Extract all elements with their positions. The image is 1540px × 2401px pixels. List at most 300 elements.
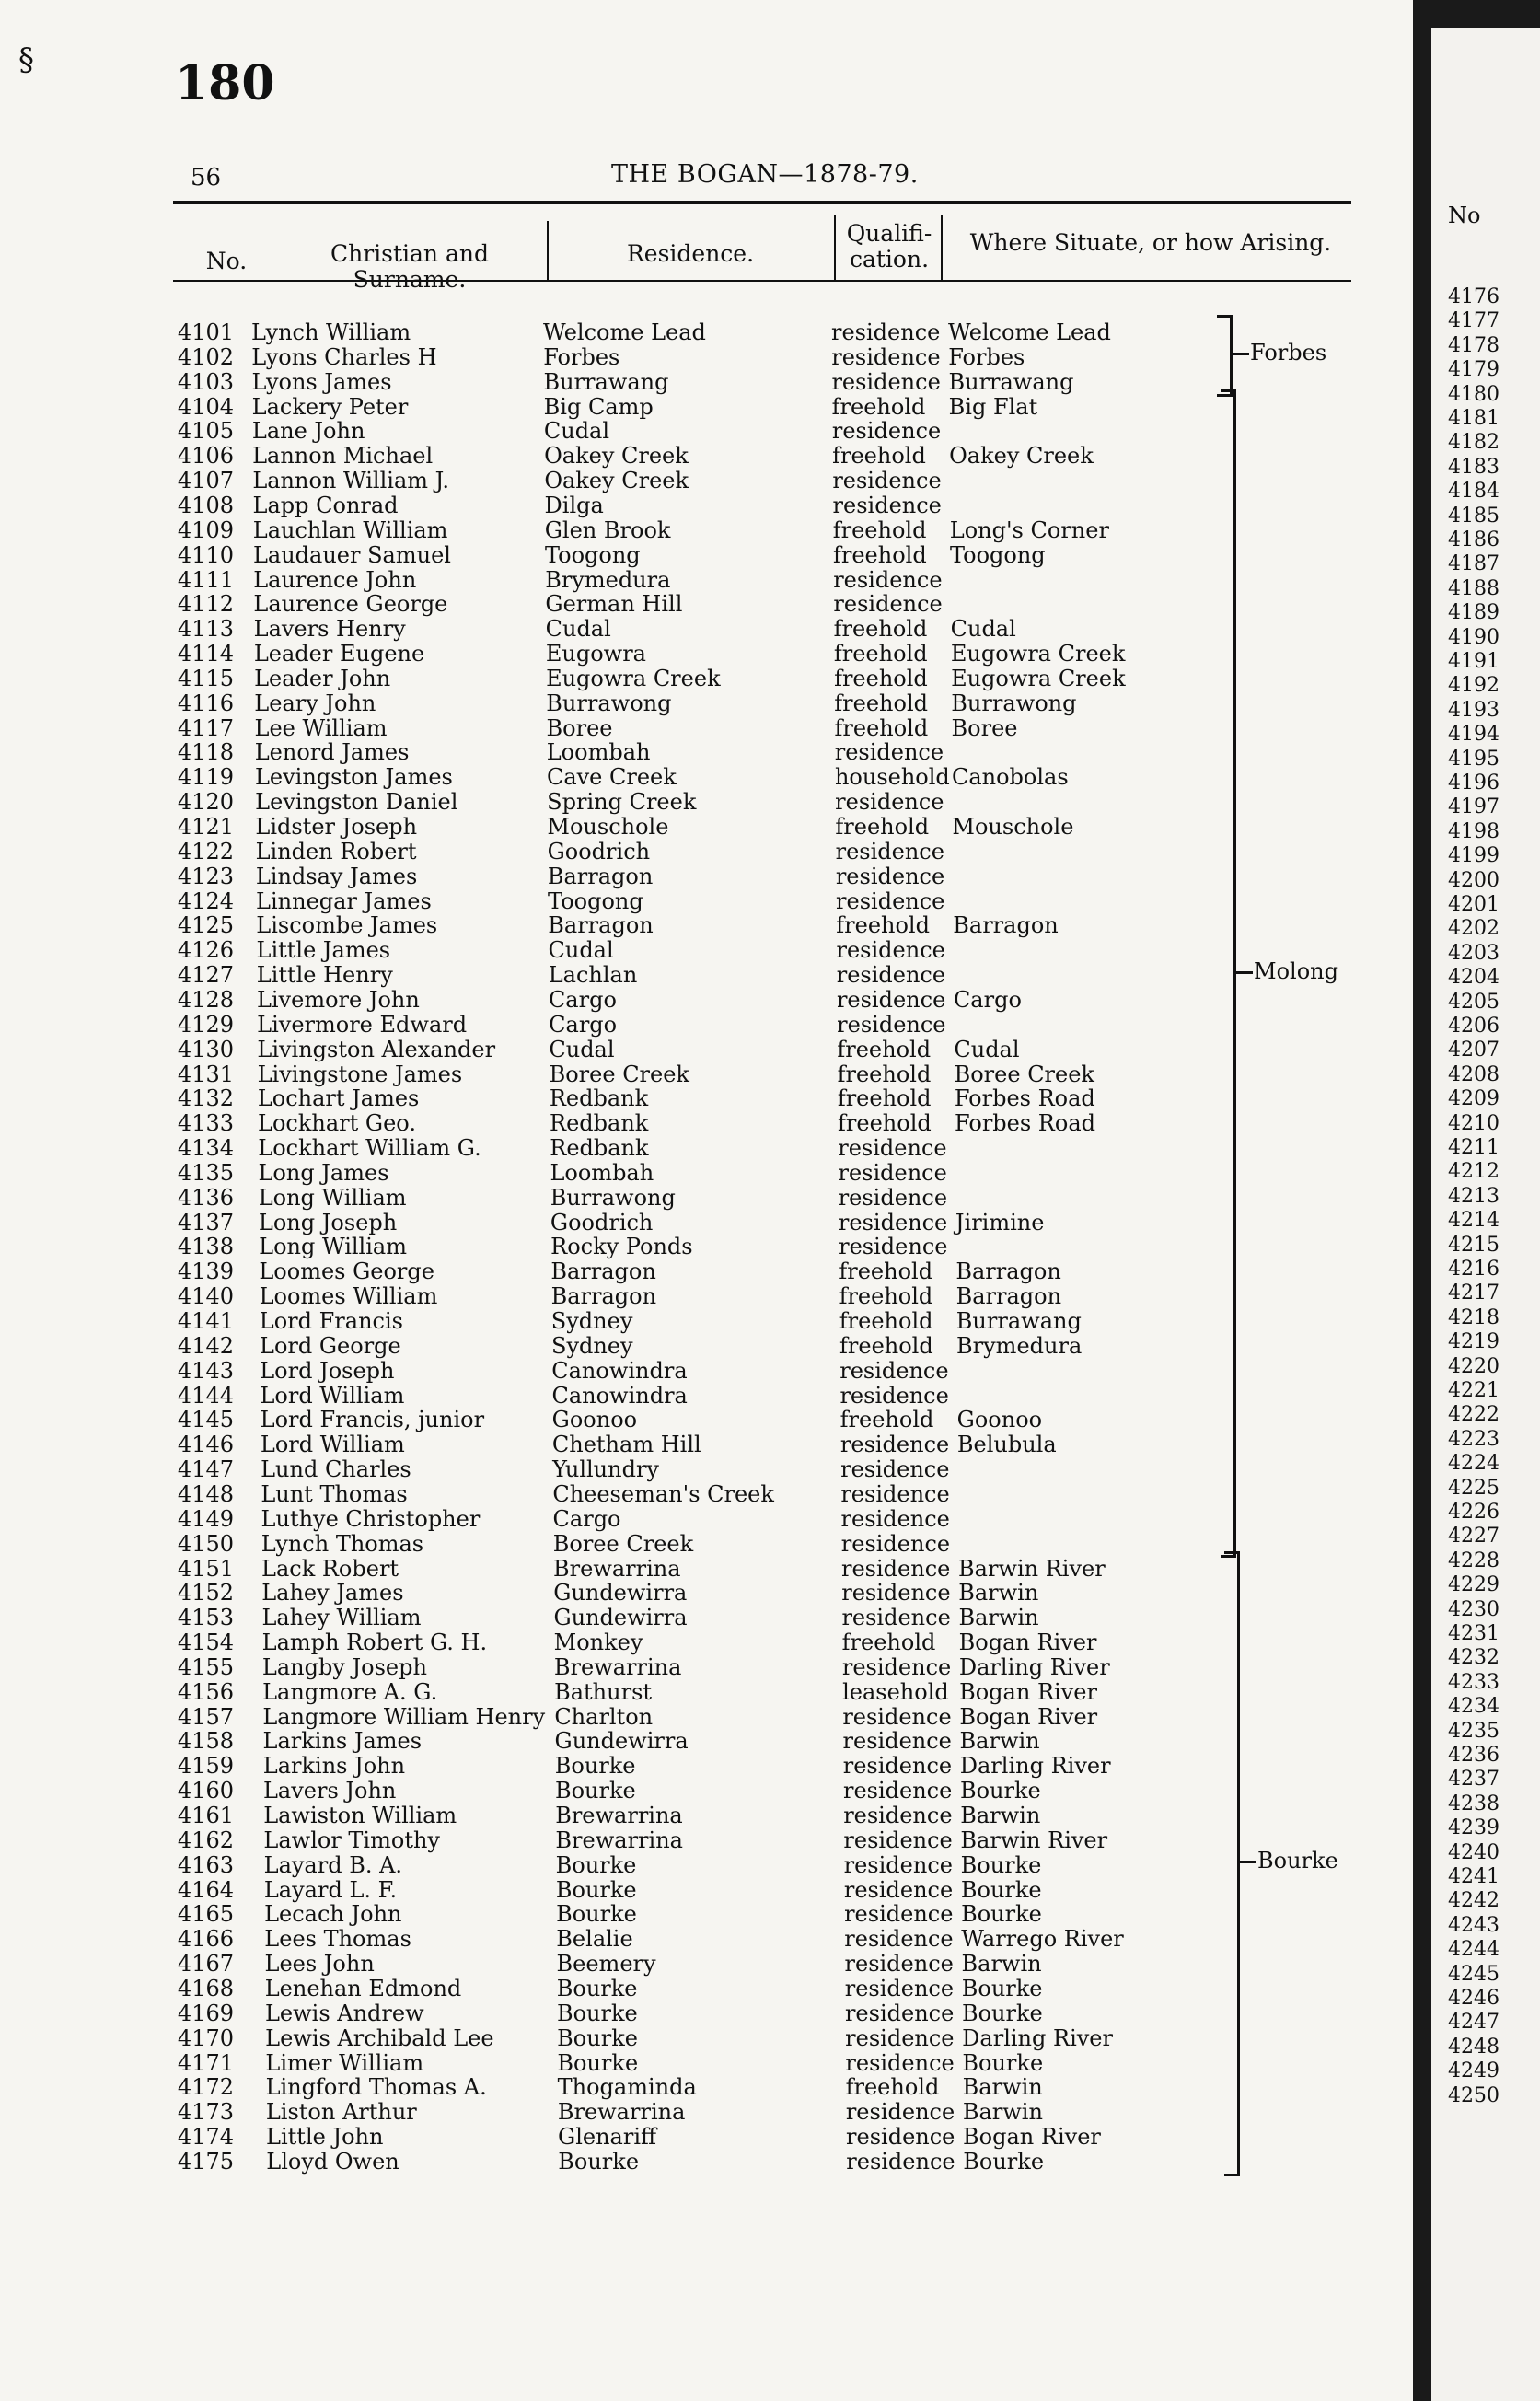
district-bracket-tip [1233,353,1249,355]
entry-qualification: residence [839,1234,948,1260]
entry-where-situate: Boree Creek [954,1061,1094,1087]
entry-where-situate: Mouschole [952,814,1074,840]
entry-number: 4169 [177,2000,234,2026]
adjacent-entry-number: 4195 [1448,747,1499,771]
adjacent-entry-number: 4187 [1448,552,1499,576]
entry-qualification: freehold [834,714,929,741]
entry-name: Lane John [251,418,365,445]
entry-name: Livingstone James [257,1061,463,1087]
entry-number: 4167 [177,1951,234,1978]
entry-name: Lund Charles [261,1456,411,1483]
entry-residence: Brewarrina [553,1555,681,1582]
entry-qualification: residence [836,986,946,1013]
adjacent-entry-number: 4239 [1448,1816,1499,1840]
entry-where-situate: Bourke [961,1901,1042,1928]
entry-where-situate: Barwin [962,2099,1043,2126]
entry-number: 4132 [177,1085,234,1112]
district-bracket-tip [1240,1861,1256,1863]
entry-where-situate: Toogong [949,541,1046,568]
entry-name: Long William [259,1234,407,1260]
entry-residence: Bathurst [554,1678,653,1705]
table-row [0,1235,1353,1259]
entry-residence: Bourke [555,1851,637,1878]
table-row [0,1779,1353,1804]
entry-residence: Toogong [544,541,641,568]
entry-qualification: freehold [836,912,930,939]
table-row [0,395,1353,420]
entry-name: Lahey James [261,1580,404,1606]
entry-qualification: residence [838,1184,948,1211]
adjacent-entry-number: 4225 [1448,1476,1499,1500]
entry-name: Lynch Thomas [261,1530,424,1557]
entry-where-situate: Boree [951,714,1018,741]
entry-where-situate: Bourke [960,1851,1042,1878]
table-row [0,1211,1353,1235]
entry-qualification: residence [840,1480,950,1507]
entry-name: Liston Arthur [265,2099,417,2126]
entry-qualification: residence [844,1901,954,1928]
entry-qualification: residence [843,1876,954,1903]
entry-number: 4112 [177,591,234,618]
table-row [0,1111,1353,1136]
adjacent-entry-number: 4244 [1448,1938,1499,1962]
entry-name: Lees Thomas [264,1926,411,1953]
entry-number: 4104 [177,393,234,420]
entry-where-situate: Goonoo [956,1407,1043,1433]
entry-name: Larkins John [262,1753,406,1780]
adjacent-entry-number: 4207 [1448,1038,1499,1062]
entry-residence: Big Camp [543,393,654,420]
col-header-residence: Residence. [626,240,755,267]
entry-qualification: freehold [835,814,930,840]
entry-where-situate: Bourke [959,1778,1041,1804]
entry-residence: Thogaminda [557,2074,697,2101]
entry-where-situate: Barwin [962,2074,1043,2101]
entry-qualification: residence [832,468,942,494]
table-row [0,642,1353,667]
entry-number: 4164 [177,1876,234,1903]
col-header-qualification-line1: Qualifi- [846,220,932,247]
entry-name: Lenehan Edmond [264,1975,462,2001]
adjacent-entry-number: 4200 [1448,868,1499,892]
adjacent-entry-number: 4183 [1448,455,1499,479]
entry-where-situate: Bourke [963,2148,1045,2175]
adjacent-entry-number: 4199 [1448,844,1499,868]
entry-name: Laurence George [253,591,448,618]
entry-residence: Goonoo [551,1407,638,1433]
entry-residence: Boree [546,714,613,741]
adjacent-entry-number: 4210 [1448,1111,1499,1135]
entry-residence: Glen Brook [544,516,671,543]
adjacent-entry-number: 4202 [1448,917,1499,941]
adjacent-entry-number: 4189 [1448,601,1499,625]
entry-residence: Brymedura [545,566,671,593]
entry-qualification: residence [845,2099,955,2126]
entry-where-situate: Big Flat [948,393,1038,420]
adjacent-entry-number: 4226 [1448,1501,1499,1524]
district-bracket [1224,1551,1240,2176]
entry-qualification: residence [839,1382,949,1409]
table-row [0,1086,1353,1111]
entry-residence: Brewarrina [553,1653,682,1680]
entry-number: 4135 [177,1159,234,1186]
entry-qualification: freehold [839,1308,933,1334]
entry-number: 4163 [177,1851,234,1878]
table-row [0,790,1353,815]
entry-qualification: residence [835,838,944,864]
table-row [0,1705,1353,1730]
table-row [0,1259,1353,1284]
entry-number: 4161 [177,1803,234,1828]
adjacent-entry-number: 4228 [1448,1548,1499,1572]
entry-where-situate: Cudal [954,1036,1020,1062]
entry-number: 4106 [177,443,234,470]
table-row [0,716,1353,741]
entry-qualification: residence [841,1580,951,1606]
table-row [0,1655,1353,1680]
entry-where-situate: Bogan River [959,1703,1098,1730]
entry-number: 4148 [177,1480,234,1507]
district-bracket-tip [1236,971,1253,974]
entry-name: Livemore John [256,986,420,1013]
table-row [0,2125,1353,2150]
entry-qualification: residence [843,1827,953,1853]
entry-where-situate: Barwin [960,1803,1041,1828]
entry-residence: German Hill [545,591,683,618]
district-label: Molong [1254,957,1338,984]
entry-residence: Forbes [543,343,620,370]
entry-qualification: residence [844,1951,954,1978]
entry-number: 4121 [177,814,234,840]
adjacent-entry-number: 4221 [1448,1379,1499,1402]
adjacent-entry-number: 4198 [1448,819,1499,843]
entry-name: Laudauer Samuel [252,541,451,568]
adjacent-entry-number: 4197 [1448,795,1499,819]
entry-where-situate: Barragon [955,1258,1061,1285]
entry-where-situate: Darling River [962,2024,1113,2051]
col-header-name: Christian and Surname. [330,240,489,293]
adjacent-entry-number: 4229 [1448,1573,1499,1597]
table-row [0,320,1353,345]
entry-residence: Barragon [548,912,654,939]
entry-qualification: residence [845,2049,955,2076]
entry-residence: Bourke [554,1778,636,1804]
adjacent-entry-number: 4246 [1448,1987,1499,2010]
entry-number: 4144 [177,1382,234,1409]
entry-qualification: residence [836,962,946,989]
entry-residence: Beemery [556,1951,656,1978]
entry-where-situate: Brymedura [956,1332,1083,1359]
entry-number: 4125 [177,912,234,939]
entry-residence: Loombah [546,739,651,766]
entry-qualification: residence [844,2000,955,2026]
entry-residence: Canowindra [551,1382,688,1409]
entry-number: 4137 [177,1209,234,1235]
district-bracket [1221,389,1236,1559]
adjacent-entry-number: 4211 [1448,1136,1499,1159]
entry-qualification: freehold [839,1332,933,1359]
entry-where-situate: Cudal [950,616,1016,643]
entry-name: Linden Robert [255,838,417,864]
table-row [0,1457,1353,1482]
margin-mark: § [18,41,34,78]
table-row [0,1680,1353,1705]
entry-where-situate: Barwin River [960,1827,1108,1853]
adjacent-entry-number: 4243 [1448,1913,1499,1937]
entry-name: Long Joseph [258,1209,398,1235]
adjacent-entry-number: 4219 [1448,1330,1499,1354]
table-row [0,444,1353,469]
entry-qualification: residence [833,566,943,593]
entry-qualification: residence [846,2148,955,2175]
entry-name: Lauchlan William [252,516,448,543]
entry-qualification: residence [838,1135,947,1162]
entry-number: 4103 [177,368,234,395]
entry-name: Little John [266,2124,384,2151]
entry-number: 4145 [177,1407,234,1433]
entry-qualification: residence [845,2024,955,2051]
entry-name: Lord Francis, junior [260,1407,485,1433]
entry-residence: Mouschole [547,814,669,840]
entry-residence: Goodrich [547,838,651,864]
table-row [0,1902,1353,1927]
adjacent-entry-number: 4218 [1448,1305,1499,1329]
entry-number: 4114 [177,641,234,667]
col-header-no: No. [205,248,248,274]
entry-name: Lockhart William G. [258,1135,481,1162]
entry-residence: Cargo [552,1505,621,1532]
entry-number: 4109 [177,516,234,543]
table-row [0,592,1353,617]
entry-number: 4174 [177,2124,234,2151]
adjacent-entry-number: 4194 [1448,723,1499,747]
table-row [0,2001,1353,2026]
entry-name: Lord Francis [259,1308,403,1334]
entry-where-situate: Long's Corner [949,516,1109,543]
column-divider [547,221,549,280]
entry-number: 4152 [177,1580,234,1606]
adjacent-entry-number: 4176 [1448,285,1499,308]
adjacent-entry-number: 4238 [1448,1792,1499,1815]
entry-residence: Cudal [549,1036,615,1062]
table-row [0,2150,1353,2175]
entry-number: 4158 [177,1728,234,1755]
entry-where-situate: Bourke [961,2000,1043,2026]
entry-residence: Glenariff [558,2124,657,2151]
entry-residence: Goodrich [550,1209,654,1235]
entry-where-situate: Forbes Road [955,1110,1095,1137]
entry-residence: Bourke [556,2000,638,2026]
table-row [0,963,1353,988]
table-row [0,1038,1353,1062]
table-row [0,840,1353,864]
adjacent-entry-number: 4180 [1448,382,1499,406]
entry-qualification: residence [844,1975,955,2001]
entry-number: 4172 [177,2074,234,2101]
table-row [0,543,1353,568]
entry-number: 4157 [177,1703,234,1730]
entry-residence: Bourke [556,1901,637,1928]
table-row [0,1729,1353,1754]
district-bracket [1217,315,1233,397]
entry-qualification: residence [839,1432,950,1458]
entry-residence: Toogong [548,887,643,914]
entry-where-situate: Welcome Lead [948,319,1111,345]
entry-number: 4154 [177,1630,234,1656]
entry-where-situate: Forbes [948,343,1025,370]
adjacent-entry-number: 4240 [1448,1840,1499,1864]
entry-name: Levingston Daniel [255,789,458,816]
table-row [0,1384,1353,1409]
entry-name: Larkins James [262,1728,423,1755]
entry-number: 4156 [177,1678,234,1705]
entry-name: Livingston Alexander [257,1036,496,1062]
entry-name: Liscombe James [256,912,438,939]
adjacent-entry-number: 4181 [1448,407,1499,430]
entry-name: Loomes George [259,1258,434,1285]
table-row [0,1828,1353,1853]
entry-name: Lord William [260,1432,405,1458]
entry-name: Lack Robert [261,1555,399,1582]
entry-number: 4160 [177,1778,234,1804]
page-number: 180 [175,55,275,111]
table-row [0,568,1353,593]
adjacent-entry-number: 4231 [1448,1622,1499,1645]
entry-number: 4146 [177,1432,234,1458]
entry-residence: Burrawong [550,1184,676,1211]
entry-name: Lord William [260,1382,405,1409]
entry-qualification: freehold [834,665,928,691]
entry-residence: Barragon [550,1283,657,1310]
entry-number: 4102 [177,343,234,370]
table-row [0,1927,1353,1952]
entry-where-situate: Forbes Road [954,1085,1095,1112]
entry-number: 4134 [177,1135,234,1162]
entry-number: 4149 [177,1505,234,1532]
entry-number: 4166 [177,1926,234,1953]
table-row [0,2051,1353,2076]
entry-qualification: residence [842,1703,952,1730]
table-row [0,1284,1353,1309]
adjacent-entry-number: 4232 [1448,1646,1499,1670]
entry-number: 4110 [177,541,234,568]
entry-qualification: residence [840,1530,951,1557]
table-row [0,1532,1353,1557]
entry-number: 4171 [177,2049,234,2076]
table-row [0,988,1353,1013]
entry-residence: Dilga [544,492,604,518]
adjacent-entry-number: 4179 [1448,358,1499,382]
adjacent-entry-number: 4220 [1448,1354,1499,1378]
entry-qualification: freehold [838,1110,932,1137]
entry-residence: Brewarrina [555,1827,683,1853]
entry-qualification: freehold [833,616,928,643]
entry-number: 4120 [177,789,234,816]
entry-where-situate: Barwin [959,1728,1040,1755]
entry-name: Layard L. F. [263,1876,398,1903]
entry-name: Lyons James [251,368,392,395]
entry-name: Lackery Peter [251,393,409,420]
entry-name: Little James [256,937,391,964]
adjacent-entry-number: 4249 [1448,2059,1499,2083]
entry-where-situate: Canobolas [951,764,1069,791]
column-divider [834,215,836,280]
entry-qualification: freehold [832,541,927,568]
entry-number: 4105 [177,418,234,445]
adjacent-page-edge [1431,28,1540,2401]
entry-number: 4115 [177,665,234,691]
entry-where-situate: Darling River [959,1753,1111,1780]
entry-residence: Charlton [554,1703,654,1730]
printed-page-number: 56 [191,164,222,191]
table-row [0,1186,1353,1211]
entry-residence: Cheeseman's Creek [552,1480,774,1507]
entry-name: Long James [258,1159,389,1186]
entry-name: Lockhart Geo. [258,1110,416,1137]
table-row [0,1136,1353,1161]
entry-name: Langmore William Henry [262,1703,546,1730]
entry-name: Lecach John [264,1901,402,1928]
entry-where-situate: Warrego River [961,1926,1124,1953]
entry-qualification: residence [844,1926,954,1953]
adjacent-entry-number: 4214 [1448,1209,1499,1233]
entry-name: Little Henry [256,962,393,989]
entry-name: Limer William [265,2049,424,2076]
entry-residence: Redbank [550,1135,649,1162]
adjacent-entry-number: 4209 [1448,1087,1499,1111]
entry-number: 4143 [177,1357,234,1384]
adjacent-entry-number: 4192 [1448,674,1499,698]
entry-name: Lavers Henry [253,616,406,643]
entry-residence: Cudal [545,616,611,643]
table-row [0,1408,1353,1432]
entry-qualification: freehold [837,1085,932,1112]
entry-qualification: residence [835,863,945,889]
entry-name: Lawlor Timothy [263,1827,440,1853]
table-row [0,1309,1353,1334]
entry-residence: Cudal [548,937,614,964]
entry-qualification: residence [831,343,941,370]
adjacent-entry-number: 4206 [1448,1015,1499,1038]
entry-residence: Welcome Lead [543,319,706,345]
entry-where-situate: Barwin [958,1605,1039,1631]
entry-residence: Oakey Creek [544,443,689,470]
entry-qualification: residence [831,418,942,445]
entry-number: 4118 [177,739,234,766]
entry-number: 4150 [177,1530,234,1557]
entry-qualification: residence [846,2124,955,2151]
entry-residence: Redbank [550,1110,649,1137]
entry-qualification: residence [838,1159,947,1186]
adjacent-entry-number: 4184 [1448,480,1499,504]
entry-qualification: residence [843,1851,953,1878]
adjacent-entry-number: 4227 [1448,1525,1499,1548]
table-row [0,1482,1353,1507]
entry-name: Lenord James [254,739,410,766]
table-row [0,345,1353,370]
table-row [0,1977,1353,2001]
entry-name: Lapp Conrad [252,492,399,518]
entry-where-situate: Oakey Creek [949,443,1094,470]
entry-name: Leary John [254,690,376,716]
entry-qualification: freehold [839,1283,933,1310]
entry-number: 4101 [177,319,234,345]
table-row [0,1432,1353,1457]
entry-where-situate: Bourke [960,1876,1042,1903]
entry-number: 4139 [177,1258,234,1285]
table-row [0,691,1353,716]
table-row [0,1507,1353,1532]
